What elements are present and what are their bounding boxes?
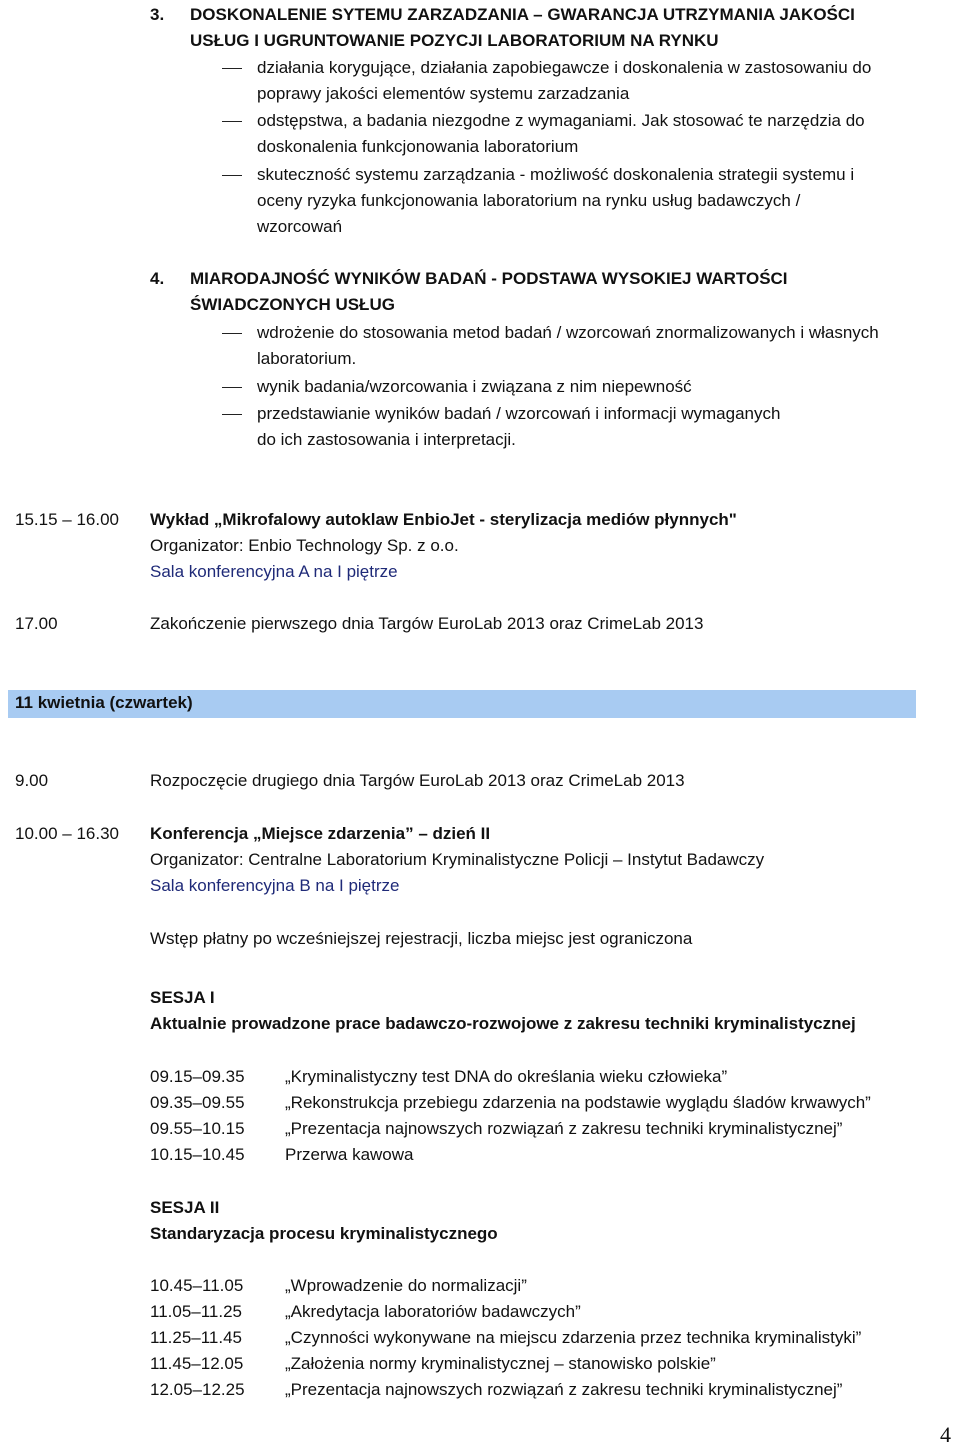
bullet-text: do ich zastosowania i interpretacji. <box>257 430 516 449</box>
session-2-item-text: „Czynności wykonywane na miejscu zdarzenia przez technika kryminalistyki” <box>285 1328 862 1347</box>
bullet-dash <box>222 68 242 69</box>
session-2-item-text: „Prezentacja najnowszych rozwiązań z zakresu techniki kryminalistycznej” <box>285 1380 843 1399</box>
conference-title: Konferencja „Miejsce zdarzenia” – dzień II <box>150 824 491 843</box>
bullet-text: wdrożenie do stosowania metod badań / wzorcowań znormalizowanych i własnych <box>257 323 879 342</box>
bullet-text: odstępstwa, a badania niezgodne z wymaganiami. Jak stosować te narzędzia do <box>257 111 865 130</box>
session-1-item-text: „Rekonstrukcja przebiegu zdarzenia na podstawie wyglądu śladów krwawych” <box>285 1093 871 1112</box>
bullet-text: laboratorium. <box>257 349 357 368</box>
session-2-item-text: „Założenia normy kryminalistycznej – stanowisko polskie” <box>285 1354 716 1373</box>
bullet-text: oceny ryzyka funkcjonowania laboratorium na rynku usług badawczych / <box>257 191 801 210</box>
section-4-title-line1: MIARODAJNOŚĆ WYNIKÓW BADAŃ - PODSTAWA WYSOKIEJ WARTOŚCI <box>190 269 788 288</box>
bullet-dash <box>222 414 242 415</box>
lecture-organizer: Organizator: Enbio Technology Sp. z o.o. <box>150 536 459 555</box>
bullet-text: działania korygujące, działania zapobiegawcze i doskonalenia w zastosowaniu do <box>257 58 872 77</box>
session-1-label: SESJA I <box>150 988 215 1007</box>
section-3-number: 3. <box>150 5 165 24</box>
bullet-dash <box>222 121 242 122</box>
session-1-item-text: „Prezentacja najnowszych rozwiązań z zakresu techniki kryminalistycznej” <box>285 1119 843 1138</box>
session-2-item-time: 10.45–11.05 <box>150 1276 244 1295</box>
session-1-item-time: 09.55–10.15 <box>150 1119 245 1138</box>
section-3-title-line2: USŁUG I UGRUNTOWANIE POZYCJI LABORATORIUM NA RYNKU <box>190 31 719 50</box>
lecture-room: Sala konferencyjna A na I piętrze <box>150 562 398 581</box>
bullet-dash <box>222 175 242 176</box>
lecture-time: 15.15 – 16.00 <box>15 510 119 529</box>
section-3-title-line1: DOSKONALENIE SYTEMU ZARZADZANIA – GWARANCJA UTRZYMANIA JAKOŚCI <box>190 5 855 24</box>
bullet-text: przedstawianie wyników badań / wzorcowań i informacji wymaganych <box>257 404 781 423</box>
session-2-item-time: 11.25–11.45 <box>150 1328 243 1347</box>
opening-time: 9.00 <box>15 771 49 790</box>
day-header: 11 kwietnia (czwartek) <box>15 693 193 712</box>
session-1-item-time: 09.35–09.55 <box>150 1093 245 1112</box>
session-2-title: Standaryzacja procesu kryminalistycznego <box>150 1224 498 1243</box>
bullet-dash <box>222 333 242 334</box>
session-2-label: SESJA II <box>150 1198 220 1217</box>
section-4-number: 4. <box>150 269 165 288</box>
closing-text: Zakończenie pierwszego dnia Targów EuroLab 2013 oraz CrimeLab 2013 <box>150 614 704 633</box>
bullet-text: poprawy jakości elementów systemu zarzadzania <box>257 84 630 103</box>
session-2-item-text: „Akredytacja laboratoriów badawczych” <box>285 1302 581 1321</box>
conference-room: Sala konferencyjna B na I piętrze <box>150 876 400 895</box>
section-4-title-line2: ŚWIADCZONYCH USŁUG <box>190 295 395 314</box>
closing-time: 17.00 <box>15 614 58 633</box>
bullet-dash <box>222 387 242 388</box>
session-1-title: Aktualnie prowadzone prace badawczo-rozwojowe z zakresu techniki kryminalistycznej <box>150 1014 856 1033</box>
conference-time: 10.00 – 16.30 <box>15 824 119 843</box>
bullet-text: wynik badania/wzorcowania i związana z nim niepewność <box>257 377 692 396</box>
session-1-item-text: Przerwa kawowa <box>285 1145 414 1164</box>
conference-organizer: Organizator: Centralne Laboratorium Kryminalistyczne Policji – Instytut Badawczy <box>150 850 765 869</box>
bullet-text: wzorcowań <box>257 217 343 236</box>
session-1-item-time: 09.15–09.35 <box>150 1067 245 1086</box>
conference-note: Wstęp płatny po wcześniejszej rejestracji, liczba miejsc jest ograniczona <box>150 929 693 948</box>
lecture-title: Wykład „Mikrofalowy autoklaw EnbioJet - sterylizacja mediów płynnych" <box>150 510 737 529</box>
session-2-item-time: 11.05–11.25 <box>150 1302 243 1321</box>
session-2-item-text: „Wprowadzenie do normalizacji” <box>285 1276 527 1295</box>
bullet-text: doskonalenia funkcjonowania laboratorium <box>257 137 579 156</box>
session-1-item-time: 10.15–10.45 <box>150 1145 245 1164</box>
opening-text: Rozpoczęcie drugiego dnia Targów EuroLab 2013 oraz CrimeLab 2013 <box>150 771 685 790</box>
session-1-item-text: „Kryminalistyczny test DNA do określania wieku człowieka” <box>285 1067 728 1086</box>
bullet-text: skuteczność systemu zarządzania - możliwość doskonalenia strategii systemu i <box>257 165 855 184</box>
page-number: 4 <box>940 1422 951 1447</box>
session-2-item-time: 11.45–12.05 <box>150 1354 244 1373</box>
session-2-item-time: 12.05–12.25 <box>150 1380 245 1399</box>
